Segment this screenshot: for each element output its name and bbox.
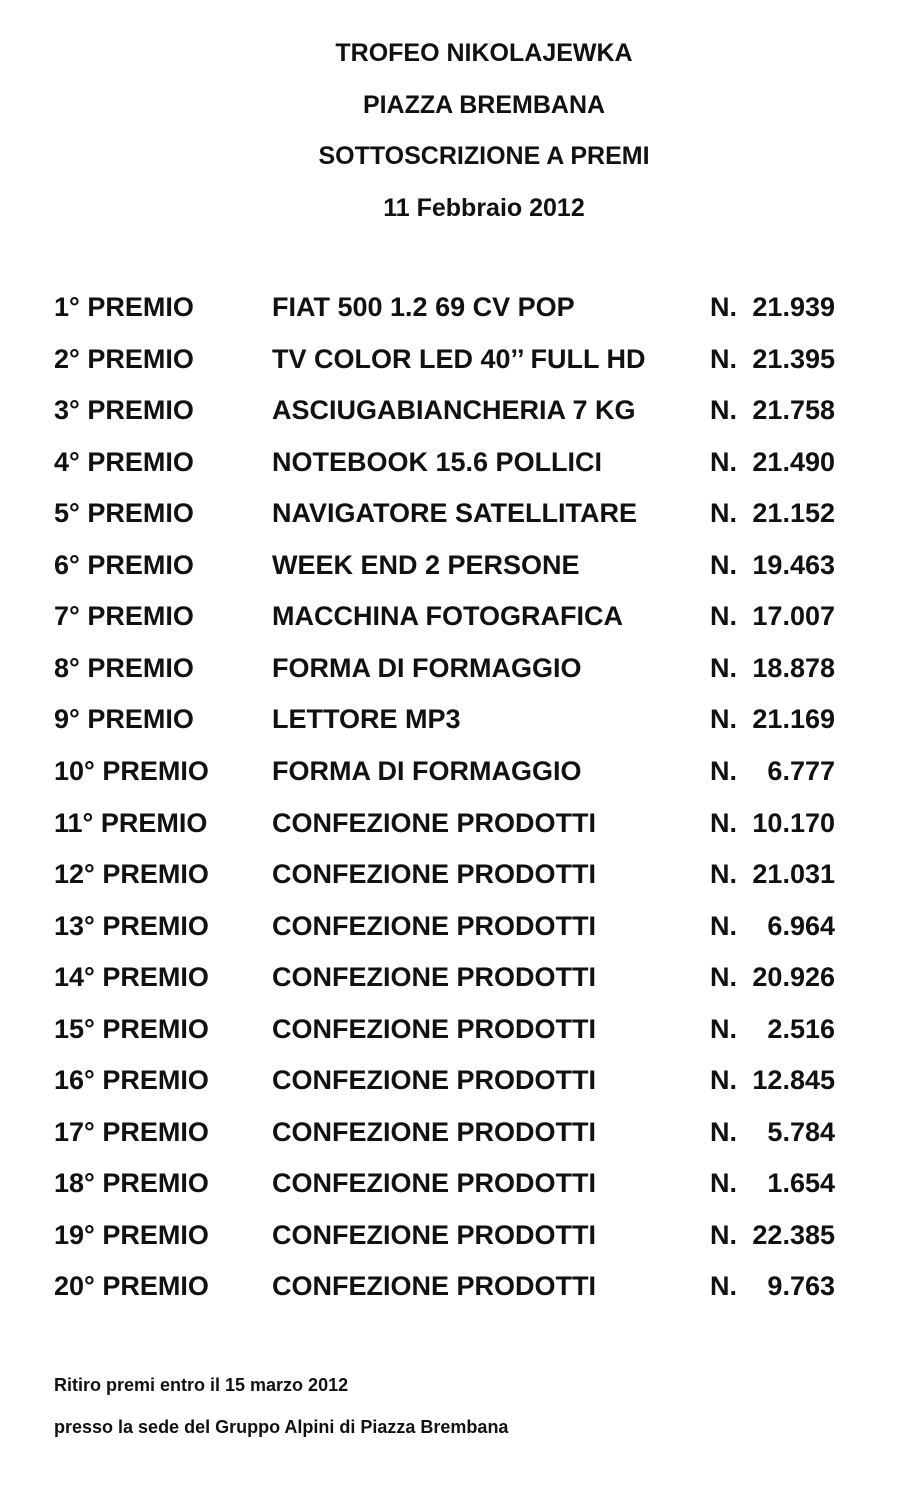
winning-number-prefix: N. — [710, 962, 737, 992]
prize-row — [0, 702, 900, 736]
prize-item: CONFEZIONE PRODOTTI — [272, 808, 596, 838]
winning-number: 21.169 — [752, 704, 835, 734]
winning-number: 22.385 — [752, 1220, 835, 1250]
prize-rank: 14° PREMIO — [54, 962, 209, 992]
prize-item: TV COLOR LED 40’’ FULL HD — [272, 344, 646, 374]
winning-number-prefix: N. — [710, 550, 737, 580]
prize-row — [0, 857, 900, 891]
prize-rank: 2° PREMIO — [54, 344, 194, 374]
prize-rank: 7° PREMIO — [54, 601, 194, 631]
prize-item: NAVIGATORE SATELLITARE — [272, 498, 638, 528]
header-subtitle: SOTTOSCRIZIONE A PREMI — [318, 142, 650, 170]
winning-number-prefix: N. — [710, 808, 737, 838]
prize-rank: 11° PREMIO — [54, 808, 208, 838]
prize-rank: 20° PREMIO — [54, 1271, 209, 1301]
prize-rank: 16° PREMIO — [54, 1065, 209, 1095]
prize-rank: 12° PREMIO — [54, 859, 209, 889]
winning-number-prefix: N. — [710, 859, 737, 889]
prize-row — [0, 290, 900, 324]
winning-number-prefix: N. — [710, 1065, 737, 1095]
prize-row — [0, 806, 900, 840]
winning-number-prefix: N. — [710, 447, 737, 477]
winning-number: 21.490 — [752, 447, 835, 477]
winning-number: 19.463 — [752, 550, 835, 580]
prize-rank: 6° PREMIO — [54, 550, 194, 580]
winning-number: 6.777 — [767, 756, 835, 786]
winning-number-prefix: N. — [710, 344, 737, 374]
footer-pickup-location: presso la sede del Gruppo Alpini di Piazza Brembana — [54, 1417, 509, 1437]
winning-number: 21.031 — [752, 859, 835, 889]
prize-row — [0, 342, 900, 376]
prize-item: CONFEZIONE PRODOTTI — [272, 1014, 596, 1044]
prize-item: CONFEZIONE PRODOTTI — [272, 859, 596, 889]
winning-number-prefix: N. — [710, 1220, 737, 1250]
winning-number-prefix: N. — [710, 704, 737, 734]
prize-rank: 15° PREMIO — [54, 1014, 209, 1044]
prize-row — [0, 1063, 900, 1097]
winning-number-prefix: N. — [710, 1271, 737, 1301]
prize-item: FIAT 500 1.2 69 CV POP — [272, 292, 575, 322]
prize-rank: 9° PREMIO — [54, 704, 194, 734]
winning-number-prefix: N. — [710, 1014, 737, 1044]
winning-number-prefix: N. — [710, 601, 737, 631]
winning-number: 21.395 — [752, 344, 835, 374]
prize-row — [0, 548, 900, 582]
winning-number-prefix: N. — [710, 653, 737, 683]
prize-item: CONFEZIONE PRODOTTI — [272, 1220, 596, 1250]
prize-rank: 8° PREMIO — [54, 653, 194, 683]
prize-row — [0, 960, 900, 994]
prize-item: CONFEZIONE PRODOTTI — [272, 1117, 596, 1147]
prize-rank: 4° PREMIO — [54, 447, 194, 477]
winning-number-prefix: N. — [710, 1168, 737, 1198]
prize-item: CONFEZIONE PRODOTTI — [272, 1065, 596, 1095]
winning-number-prefix: N. — [710, 498, 737, 528]
winning-number: 6.964 — [767, 911, 835, 941]
header-title: TROFEO NIKOLAJEWKA — [335, 39, 633, 67]
prize-row — [0, 651, 900, 685]
winning-number: 12.845 — [752, 1065, 835, 1095]
prize-row — [0, 1269, 900, 1303]
prize-item: FORMA DI FORMAGGIO — [272, 653, 582, 683]
winning-number: 2.516 — [767, 1014, 835, 1044]
prize-rank: 1° PREMIO — [54, 292, 194, 322]
prize-item: NOTEBOOK 15.6 POLLICI — [272, 447, 603, 477]
winning-number: 18.878 — [752, 653, 835, 683]
prize-rank: 3° PREMIO — [54, 395, 194, 425]
prize-rank: 19° PREMIO — [54, 1220, 209, 1250]
prize-row — [0, 445, 900, 479]
winning-number: 9.763 — [767, 1271, 835, 1301]
winning-number: 10.170 — [752, 808, 835, 838]
prize-item: MACCHINA FOTOGRAFICA — [272, 601, 623, 631]
prize-rank: 17° PREMIO — [54, 1117, 209, 1147]
prize-row — [0, 1218, 900, 1252]
prize-row — [0, 1166, 900, 1200]
prize-item: ASCIUGABIANCHERIA 7 KG — [272, 395, 636, 425]
winning-number-prefix: N. — [710, 756, 737, 786]
winning-number-prefix: N. — [710, 911, 737, 941]
prize-row — [0, 393, 900, 427]
header-location: PIAZZA BREMBANA — [362, 91, 606, 119]
winning-number: 21.939 — [752, 292, 835, 322]
winning-number: 5.784 — [767, 1117, 835, 1147]
prize-item: FORMA DI FORMAGGIO — [272, 756, 582, 786]
winning-number: 21.152 — [752, 498, 835, 528]
prize-item: CONFEZIONE PRODOTTI — [272, 1271, 596, 1301]
prize-rank: 10° PREMIO — [54, 756, 209, 786]
prize-row — [0, 1012, 900, 1046]
prize-rank: 18° PREMIO — [54, 1168, 209, 1198]
winning-number: 20.926 — [752, 962, 835, 992]
prize-row — [0, 754, 900, 788]
winning-number: 1.654 — [767, 1168, 835, 1198]
header-date: 11 Febbraio 2012 — [383, 194, 585, 222]
winning-number: 21.758 — [752, 395, 835, 425]
winning-number-prefix: N. — [710, 292, 737, 322]
prize-item: CONFEZIONE PRODOTTI — [272, 911, 596, 941]
prize-rank: 13° PREMIO — [54, 911, 209, 941]
prize-item: LETTORE MP3 — [272, 704, 461, 734]
prize-rank: 5° PREMIO — [54, 498, 194, 528]
winning-number: 17.007 — [752, 601, 835, 631]
prize-item: CONFEZIONE PRODOTTI — [272, 1168, 596, 1198]
prize-row — [0, 909, 900, 943]
prize-row — [0, 496, 900, 530]
winning-number-prefix: N. — [710, 1117, 737, 1147]
winning-number-prefix: N. — [710, 395, 737, 425]
prize-row — [0, 599, 900, 633]
prize-item: CONFEZIONE PRODOTTI — [272, 962, 596, 992]
prize-row — [0, 1115, 900, 1149]
footer-pickup-deadline: Ritiro premi entro il 15 marzo 2012 — [54, 1375, 349, 1395]
prize-item: WEEK END 2 PERSONE — [272, 550, 580, 580]
